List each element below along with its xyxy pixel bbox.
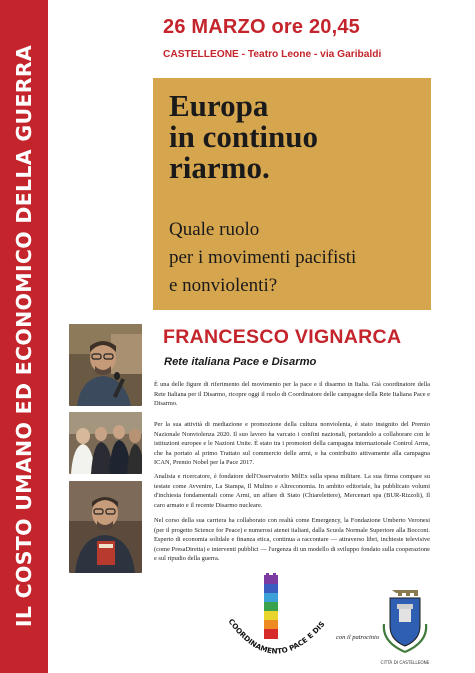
event-date: 26 MARZO ore 20,45 [163,16,361,38]
bio-paragraph: Per la sua attività di mediazione e promozione della cultura nonviolenta, è stato insignito del Premio Nazionale Nonviolenza 2020. Il suo lavoro ha varcato i confini nazionali, portandolo a collaborare con le istituzioni europee e le Nazioni Unite. È stato tra i promotori della campagna internazionale Control Arms, che ha portato al primo Trattato sul commercio delle armi, e ha contribuito attivamente alla campagna ICAN, Premio Nobel per la Pace 2017. [154,421,430,467]
speaker-organization: Rete italiana Pace e Disarmo [164,356,317,368]
bio-paragraph: Nel corso della sua carriera ha collaborato con realtà come Emergency, la Fondazione Umberto Veronesi (per il progetto Science for Peace) e numerosi atenei italiani, dalla Scuola Normale Superiore alla Bocconi. Esperto di economia solidale e finanza etica, continua a raccontare — attraverso libri, inchieste televisive (come PresaDiretta) e interventi pubblici — l'urgenza di un modello di sviluppo fondato sulla cooperazione e sul ripudio della guerra. [154,517,430,563]
speaker-photo-meeting [69,412,142,474]
banner-subtitle [169,216,356,300]
event-venue: CASTELLEONE - Teatro Leone - via Garibaldi [163,49,382,60]
patronage-label: con il patrocinio [336,634,380,641]
banner-title-line: Europa [169,88,269,123]
banner-subtitle-line: per i movimenti pacifisti [169,247,357,268]
banner-title-line: riarmo. [169,150,270,185]
banner-subtitle-line: Quale ruolo [169,219,260,240]
sidebar-title: IL COSTO UMANO ED ECONOMICO DELLA GUERRA [12,44,36,628]
speaker-name: FRANCESCO VIGNARCA [163,326,402,348]
speaker-photo-book [69,481,142,573]
rainbow-tower-logo-icon [222,573,337,665]
bio-paragraph: Analista e ricercatore, è fondatore dell'Osservatorio MilEx sulla spesa militare. La sua firma compare su testate come Avvenire, La Stampa, Il Mulino e Altreconomia. In ambito editoriale, ha pubblicato volumi d'inchiesta fondamentali come Armi, un affare di Stato (Chiarelettere), Mercenari spa (BUR-Rizzoli), Il caro armato e il recente Disarmo nucleare. [154,473,430,509]
banner-subtitle-line: e nonviolenti? [169,275,278,296]
banner-title-line: in continuo [169,119,319,154]
bio-paragraph: È una delle figure di riferimento del movimento per la pace e il disarmo in Italia. Già coordinatore della Rete Italiana per il Disarmo, ricopre oggi il ruolo di Coordinatore delle campagne della Rete Italiana Pace e Disarmo. [154,381,430,408]
title-banner [153,78,431,310]
castelleone-crest-icon [378,586,432,668]
sidebar-band [0,0,48,673]
crest-text: CITTÀ DI CASTELLEONE [380,660,430,665]
banner-title [169,90,318,183]
speaker-photo-podium [69,324,142,406]
logo-text: COORDINAMENTO PACE E DIS [226,616,327,656]
